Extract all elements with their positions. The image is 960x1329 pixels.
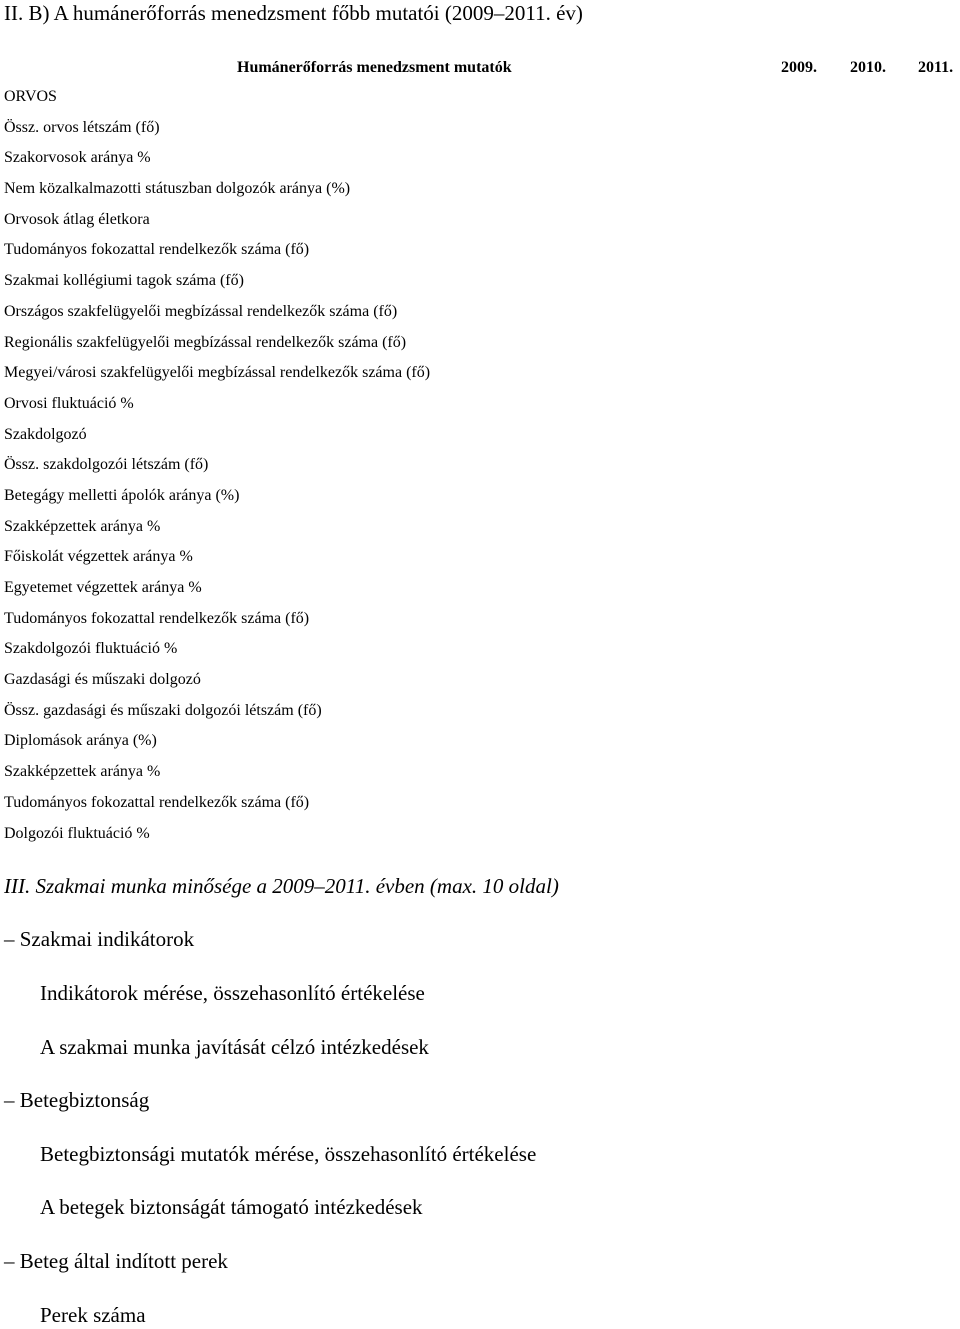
year-column-2009: 2009. [781, 59, 817, 76]
indicator-row: Tudományos fokozattal rendelkezők száma (fő) [4, 241, 310, 259]
indicator-row: Megyei/városi szakfelügyelői megbízással rendelkezők száma (fő) [4, 364, 431, 382]
page-heading: II. B) A humánerőforrás menedzsment főbb mutatói (2009–2011. év) [4, 1, 583, 25]
indicator-row: Egyetemet végzettek aránya % [4, 579, 202, 596]
indicator-row: Regionális szakfelügyelői megbízással rendelkezők száma (fő) [4, 333, 407, 351]
indicator-row: Szakdolgozói fluktuáció % [4, 640, 178, 658]
indicator-row: Szakorvosok aránya % [4, 149, 151, 167]
indicator-row: Orvosi fluktuáció % [4, 394, 134, 412]
indicator-row: Tudományos fokozattal rendelkezők száma (fő) [4, 793, 310, 811]
outline-item: A betegek biztonságát támogató intézkedések [40, 1195, 423, 1219]
outline-item: Betegbiztonsági mutatók mérése, összehasonlító értékelése [40, 1142, 537, 1166]
outline-heading-perek: – Beteg által indított perek [4, 1249, 228, 1273]
year-column-2011: 2011. [918, 59, 954, 76]
indicator-row: Országos szakfelügyelői megbízással rendelkezők száma (fő) [4, 302, 398, 320]
section-title: III. Szakmai munka minősége a 2009–2011. évben (max. 10 oldal) [4, 874, 559, 898]
outline-item: Indikátorok mérése, összehasonlító értékelése [40, 981, 425, 1005]
indicator-row: Diplomások aránya (%) [4, 732, 157, 750]
indicator-row: Orvosok átlag életkora [4, 210, 150, 228]
outline-heading-betegbiztonsag: – Betegbiztonság [4, 1088, 150, 1112]
year-column-2010: 2010. [850, 59, 886, 76]
outline-item: Perek száma [40, 1303, 146, 1327]
table-title: Humánerőforrás menedzsment mutatók [237, 59, 512, 76]
indicator-table-header [0, 57, 960, 79]
indicator-row: Szakképzettek aránya % [4, 763, 161, 781]
indicator-row: Össz. orvos létszám (fő) [4, 118, 160, 136]
indicator-row: Főiskolát végzettek aránya % [4, 548, 193, 566]
outline-heading-szakmai-indikatorok: – Szakmai indikátorok [4, 927, 195, 951]
indicator-row: Nem közalkalmazotti státuszban dolgozók aránya (%) [4, 180, 351, 198]
indicator-row: Össz. szakdolgozói létszám (fő) [4, 456, 209, 474]
indicator-row: Tudományos fokozattal rendelkezők száma (fő) [4, 609, 310, 627]
indicator-row: Betegágy melletti ápolók aránya (%) [4, 486, 240, 504]
outline-item: A szakmai munka javítását célzó intézkedések [40, 1035, 429, 1059]
indicator-row: Szakmai kollégiumi tagok száma (fő) [4, 272, 244, 290]
indicator-row: ORVOS [4, 88, 57, 105]
indicator-row: Szakképzettek aránya % [4, 517, 161, 535]
indicator-row: Össz. gazdasági és műszaki dolgozói létszám (fő) [4, 701, 322, 719]
indicator-row: Gazdasági és műszaki dolgozó [4, 671, 201, 689]
indicator-row: Szakdolgozó [4, 425, 87, 443]
indicator-row: Dolgozói fluktuáció % [4, 824, 150, 842]
indicator-list [4, 85, 430, 852]
